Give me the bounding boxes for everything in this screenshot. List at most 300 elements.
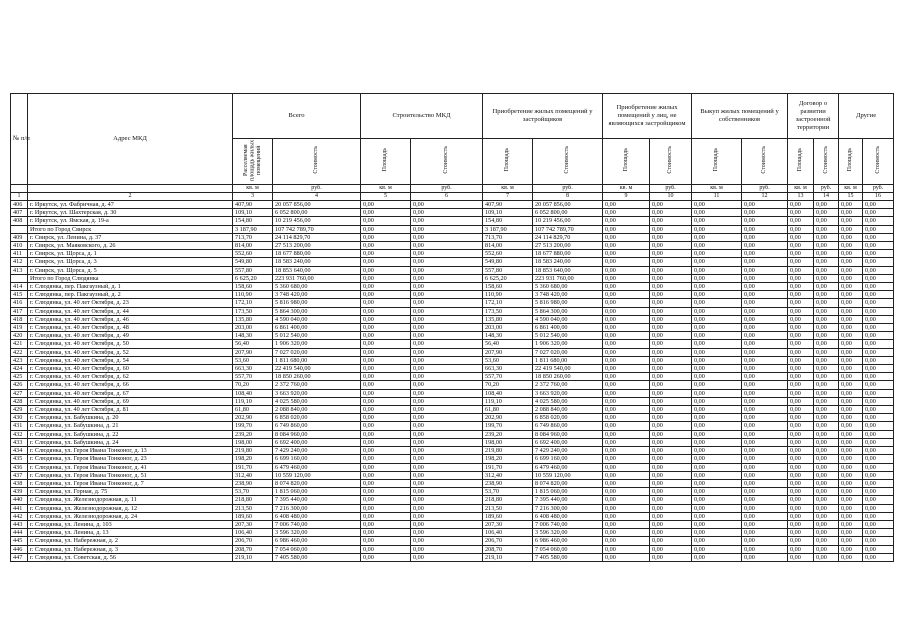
row-value-cell: 0,00 <box>650 373 692 381</box>
row-value-cell: 6 052 800,00 <box>533 209 603 217</box>
row-value-cell: 5 012 540,00 <box>533 332 603 340</box>
row-value-cell: 0,00 <box>361 520 411 528</box>
row-value-cell: 5 816 980,00 <box>533 299 603 307</box>
row-number: 437 <box>11 471 28 479</box>
row-value-cell: 0,00 <box>814 315 839 323</box>
unit-cell: руб. <box>533 185 603 193</box>
row-value-cell: 0,00 <box>650 356 692 364</box>
row-value-cell: 0,00 <box>814 225 839 233</box>
subheader-area: Площадь <box>788 139 814 185</box>
row-value-cell: 0,00 <box>411 406 483 414</box>
unit-cell: кв. м <box>603 185 650 193</box>
row-address: г. Слюдянка, ул. 40 лет Октября, д. 62 <box>28 373 233 381</box>
row-value-cell: 135,80 <box>483 315 533 323</box>
row-value-cell: 0,00 <box>814 356 839 364</box>
row-value-cell: 0,00 <box>692 471 742 479</box>
row-value-cell: 0,00 <box>814 512 839 520</box>
row-value-cell: 1 906 320,00 <box>273 340 361 348</box>
table-row <box>11 242 894 250</box>
row-value-cell: 7 006 740,00 <box>273 520 361 528</box>
row-value-cell: 109,10 <box>233 209 273 217</box>
row-value-cell: 207,90 <box>233 348 273 356</box>
row-value-cell: 0,00 <box>650 438 692 446</box>
row-number: 435 <box>11 455 28 463</box>
subheader-total-area: Расселяемая площадь жилых помещений <box>233 139 273 185</box>
row-value-cell: 0,00 <box>814 438 839 446</box>
row-value-cell: 0,00 <box>814 545 839 553</box>
row-value-cell: 407,90 <box>233 201 273 209</box>
row-value-cell: 18 583 240,00 <box>533 258 603 266</box>
row-value-cell: 0,00 <box>814 537 839 545</box>
row-number: 439 <box>11 488 28 496</box>
row-value-cell: 0,00 <box>650 332 692 340</box>
row-value-cell: 0,00 <box>863 397 894 405</box>
row-value-cell: 108,40 <box>483 389 533 397</box>
row-value-cell: 0,00 <box>650 397 692 405</box>
row-value-cell: 0,00 <box>839 225 863 233</box>
row-value-cell: 0,00 <box>411 225 483 233</box>
row-value-cell: 22 419 540,00 <box>533 365 603 373</box>
column-number-cell: 14 <box>814 193 839 201</box>
column-number-cell: 5 <box>361 193 411 201</box>
row-value-cell: 7 027 020,00 <box>273 348 361 356</box>
row-value-cell: 0,00 <box>411 258 483 266</box>
table-row <box>11 283 894 291</box>
row-value-cell: 218,80 <box>233 496 273 504</box>
row-address: г. Слюдянка, ул. 40 лет Октября, д. 66 <box>28 381 233 389</box>
unit-cell: кв. м <box>233 185 273 193</box>
row-value-cell: 0,00 <box>863 201 894 209</box>
row-value-cell: 110,90 <box>483 291 533 299</box>
row-value-cell: 5 360 680,00 <box>273 283 361 291</box>
row-number: 419 <box>11 324 28 332</box>
row-value-cell: 119,10 <box>483 397 533 405</box>
row-value-cell: 0,00 <box>603 340 650 348</box>
row-value-cell: 0,00 <box>692 529 742 537</box>
row-address: г. Иркутск, ул. Фабричная, д. 47 <box>28 201 233 209</box>
row-value-cell: 0,00 <box>788 438 814 446</box>
row-address: г. Слюдянка, пер. Пакгаузный, д. 2 <box>28 291 233 299</box>
row-value-cell: 0,00 <box>839 266 863 274</box>
row-value-cell: 0,00 <box>650 233 692 241</box>
row-number: 447 <box>11 553 28 561</box>
row-address: г. Слюдянка, ул. 40 лет Октября, д. 44 <box>28 307 233 315</box>
row-value-cell: 0,00 <box>788 447 814 455</box>
row-value-cell: 6 479 460,00 <box>533 463 603 471</box>
row-value-cell: 0,00 <box>814 217 839 225</box>
row-value-cell: 0,00 <box>603 307 650 315</box>
row-value-cell: 4 025 580,00 <box>533 397 603 405</box>
row-value-cell: 0,00 <box>603 422 650 430</box>
row-value-cell: 0,00 <box>411 356 483 364</box>
row-value-cell: 6 625,20 <box>233 274 273 282</box>
row-value-cell: 223 931 760,00 <box>533 274 603 282</box>
row-value-cell: 0,00 <box>863 340 894 348</box>
row-value-cell: 0,00 <box>692 315 742 323</box>
row-value-cell: 0,00 <box>650 455 692 463</box>
row-value-cell: 0,00 <box>742 512 788 520</box>
row-value-cell: 0,00 <box>814 381 839 389</box>
row-address: г. Слюдянка, ул. Набережная, д. 3 <box>28 545 233 553</box>
row-value-cell: 0,00 <box>863 406 894 414</box>
row-value-cell: 0,00 <box>839 315 863 323</box>
header-group-territory-contract: Договор о развитии застроенной территории <box>788 94 839 139</box>
row-value-cell: 552,60 <box>233 250 273 258</box>
row-value-cell: 0,00 <box>361 274 411 282</box>
row-value-cell: 0,00 <box>411 438 483 446</box>
row-value-cell: 0,00 <box>814 553 839 561</box>
row-value-cell: 0,00 <box>742 553 788 561</box>
row-value-cell: 0,00 <box>814 242 839 250</box>
row-value-cell: 0,00 <box>361 471 411 479</box>
row-value-cell: 3 187,90 <box>483 225 533 233</box>
row-value-cell: 0,00 <box>742 225 788 233</box>
row-value-cell: 223 931 760,00 <box>273 274 361 282</box>
row-value-cell: 0,00 <box>839 242 863 250</box>
row-value-cell: 53,60 <box>483 356 533 364</box>
table-row <box>11 332 894 340</box>
header-group-buyout: Выкуп жилых помещений у собственников <box>692 94 788 139</box>
header-group-total: Всего <box>233 94 361 139</box>
row-value-cell: 0,00 <box>788 225 814 233</box>
row-value-cell: 713,70 <box>233 233 273 241</box>
row-number: 416 <box>11 299 28 307</box>
row-value-cell: 0,00 <box>361 373 411 381</box>
row-value-cell: 0,00 <box>650 406 692 414</box>
row-value-cell: 0,00 <box>863 258 894 266</box>
row-value-cell: 0,00 <box>788 512 814 520</box>
row-value-cell: 7 054 060,00 <box>273 545 361 553</box>
row-value-cell: 0,00 <box>650 430 692 438</box>
row-value-cell: 0,00 <box>742 266 788 274</box>
row-value-cell: 2 372 760,00 <box>273 381 361 389</box>
row-value-cell: 0,00 <box>839 512 863 520</box>
row-value-cell: 0,00 <box>839 258 863 266</box>
row-value-cell: 0,00 <box>650 414 692 422</box>
row-value-cell: 0,00 <box>742 201 788 209</box>
row-value-cell: 238,90 <box>483 479 533 487</box>
row-value-cell: 0,00 <box>742 496 788 504</box>
row-value-cell: 6 408 480,00 <box>533 512 603 520</box>
row-number: 410 <box>11 242 28 250</box>
row-value-cell: 0,00 <box>863 479 894 487</box>
row-value-cell: 0,00 <box>692 209 742 217</box>
table-row <box>11 406 894 414</box>
row-value-cell: 0,00 <box>814 233 839 241</box>
row-value-cell: 0,00 <box>742 479 788 487</box>
unit-cell: кв. м <box>692 185 742 193</box>
row-number: 411 <box>11 250 28 258</box>
row-number: 444 <box>11 529 28 537</box>
table-row <box>11 201 894 209</box>
row-value-cell: 18 853 640,00 <box>533 266 603 274</box>
subheader-area: Площадь <box>692 139 742 185</box>
row-value-cell: 0,00 <box>839 479 863 487</box>
row-value-cell: 0,00 <box>650 299 692 307</box>
row-value-cell: 0,00 <box>692 274 742 282</box>
row-value-cell: 0,00 <box>692 307 742 315</box>
row-value-cell: 0,00 <box>603 365 650 373</box>
subheader-total-cost: Стоимость <box>273 139 361 185</box>
row-value-cell: 0,00 <box>839 233 863 241</box>
row-number: 417 <box>11 307 28 315</box>
row-value-cell: 0,00 <box>863 348 894 356</box>
total-row <box>11 274 894 282</box>
row-value-cell: 0,00 <box>650 365 692 373</box>
row-value-cell: 203,00 <box>233 324 273 332</box>
row-value-cell: 0,00 <box>839 274 863 282</box>
row-address: г. Иркутск, ул. Ямская, д. 19-а <box>28 217 233 225</box>
row-value-cell: 0,00 <box>742 209 788 217</box>
row-value-cell: 213,50 <box>233 504 273 512</box>
row-value-cell: 7 027 020,00 <box>533 348 603 356</box>
row-value-cell: 6 986 460,00 <box>533 537 603 545</box>
row-value-cell: 0,00 <box>788 217 814 225</box>
row-value-cell: 7 405 580,00 <box>533 553 603 561</box>
row-value-cell: 6 861 400,00 <box>533 324 603 332</box>
row-value-cell: 0,00 <box>361 324 411 332</box>
row-value-cell: 7 429 240,00 <box>533 447 603 455</box>
table-row <box>11 307 894 315</box>
row-value-cell: 0,00 <box>839 529 863 537</box>
row-value-cell: 0,00 <box>788 332 814 340</box>
row-value-cell: 0,00 <box>692 496 742 504</box>
row-value-cell: 0,00 <box>650 447 692 455</box>
row-value-cell: 154,80 <box>233 217 273 225</box>
row-value-cell: 0,00 <box>361 225 411 233</box>
row-value-cell: 0,00 <box>411 332 483 340</box>
row-value-cell: 0,00 <box>839 422 863 430</box>
row-value-cell: 0,00 <box>603 291 650 299</box>
row-address: г. Слюдянка, ул. Железнодорожная, д. 24 <box>28 512 233 520</box>
row-number: 446 <box>11 545 28 553</box>
row-number: 441 <box>11 504 28 512</box>
row-number: 420 <box>11 332 28 340</box>
row-value-cell: 0,00 <box>814 258 839 266</box>
row-value-cell: 154,80 <box>483 217 533 225</box>
subheader-cost: Стоимость <box>650 139 692 185</box>
row-value-cell: 1 815 060,00 <box>533 488 603 496</box>
row-value-cell: 0,00 <box>863 299 894 307</box>
row-value-cell: 206,70 <box>233 537 273 545</box>
row-value-cell: 0,00 <box>603 455 650 463</box>
row-value-cell: 0,00 <box>742 348 788 356</box>
row-value-cell: 0,00 <box>788 455 814 463</box>
row-address: г. Слюдянка, ул. Бабушкина, д. 24 <box>28 438 233 446</box>
row-value-cell: 213,50 <box>483 504 533 512</box>
row-address: г. Слюдянка, ул. Героя Ивана Тонконог, д. 41 <box>28 463 233 471</box>
row-value-cell: 0,00 <box>650 537 692 545</box>
row-value-cell: 0,00 <box>863 553 894 561</box>
row-value-cell: 0,00 <box>814 307 839 315</box>
row-value-cell: 27 513 200,00 <box>273 242 361 250</box>
row-address: г. Слюдянка, ул. 40 лет Октября, д. 50 <box>28 340 233 348</box>
row-value-cell: 0,00 <box>788 529 814 537</box>
row-value-cell: 0,00 <box>650 381 692 389</box>
row-value-cell: 0,00 <box>814 274 839 282</box>
row-value-cell: 173,50 <box>483 307 533 315</box>
row-value-cell: 0,00 <box>692 479 742 487</box>
row-number: 407 <box>11 209 28 217</box>
row-value-cell: 0,00 <box>742 537 788 545</box>
row-value-cell: 24 114 829,70 <box>533 233 603 241</box>
row-value-cell: 0,00 <box>650 512 692 520</box>
row-address: г. Слюдянка, ул. 40 лет Октября, д. 69 <box>28 397 233 405</box>
column-number-cell: 7 <box>483 193 533 201</box>
row-value-cell: 189,60 <box>483 512 533 520</box>
row-value-cell: 0,00 <box>361 430 411 438</box>
row-value-cell: 0,00 <box>742 545 788 553</box>
row-value-cell: 198,00 <box>483 438 533 446</box>
table-row <box>11 438 894 446</box>
row-value-cell: 0,00 <box>692 266 742 274</box>
table-row <box>11 217 894 225</box>
row-value-cell: 0,00 <box>411 291 483 299</box>
table-row <box>11 315 894 323</box>
row-value-cell: 0,00 <box>788 381 814 389</box>
registry-document <box>10 93 893 562</box>
row-value-cell: 6 692 400,00 <box>273 438 361 446</box>
row-value-cell: 8 074 820,00 <box>273 479 361 487</box>
row-value-cell: 0,00 <box>603 512 650 520</box>
table-row <box>11 430 894 438</box>
row-value-cell: 199,70 <box>483 422 533 430</box>
header-col-address: Адрес МКД <box>28 94 233 185</box>
row-value-cell: 0,00 <box>650 209 692 217</box>
row-value-cell: 814,00 <box>233 242 273 250</box>
row-value-cell: 0,00 <box>863 414 894 422</box>
unit-cell <box>11 185 28 193</box>
row-value-cell: 0,00 <box>411 250 483 258</box>
row-value-cell: 407,90 <box>483 201 533 209</box>
row-value-cell: 0,00 <box>692 291 742 299</box>
row-value-cell: 0,00 <box>603 274 650 282</box>
row-value-cell: 0,00 <box>361 217 411 225</box>
row-value-cell: 0,00 <box>863 488 894 496</box>
row-value-cell: 0,00 <box>361 258 411 266</box>
row-value-cell: 3 663 920,00 <box>533 389 603 397</box>
row-value-cell: 0,00 <box>692 447 742 455</box>
row-value-cell: 0,00 <box>361 233 411 241</box>
row-value-cell: 0,00 <box>603 389 650 397</box>
row-address: г. Слюдянка, пер. Пакгаузный, д. 1 <box>28 283 233 291</box>
column-number-cell: 15 <box>839 193 863 201</box>
header-col-no: № п/п <box>11 94 28 185</box>
row-number: 418 <box>11 315 28 323</box>
row-value-cell: 0,00 <box>863 324 894 332</box>
table-row <box>11 356 894 364</box>
row-value-cell: 0,00 <box>650 348 692 356</box>
row-value-cell: 0,00 <box>603 537 650 545</box>
subheader-area: Площадь <box>603 139 650 185</box>
header-group-other: Другие <box>839 94 894 139</box>
row-value-cell: 61,80 <box>483 406 533 414</box>
row-value-cell: 0,00 <box>361 332 411 340</box>
row-value-cell: 0,00 <box>839 340 863 348</box>
row-value-cell: 0,00 <box>361 537 411 545</box>
row-value-cell: 0,00 <box>742 389 788 397</box>
row-value-cell: 0,00 <box>839 324 863 332</box>
row-value-cell: 207,90 <box>483 348 533 356</box>
row-value-cell: 0,00 <box>692 414 742 422</box>
row-value-cell: 0,00 <box>742 504 788 512</box>
row-number: 432 <box>11 430 28 438</box>
row-value-cell: 0,00 <box>411 414 483 422</box>
row-value-cell: 0,00 <box>603 520 650 528</box>
row-value-cell: 6 479 460,00 <box>273 463 361 471</box>
row-value-cell: 0,00 <box>863 233 894 241</box>
table-body <box>11 201 894 562</box>
row-value-cell: 6 749 860,00 <box>273 422 361 430</box>
row-value-cell: 0,00 <box>863 520 894 528</box>
row-value-cell: 0,00 <box>603 348 650 356</box>
row-number: 428 <box>11 397 28 405</box>
unit-cell: руб. <box>650 185 692 193</box>
row-value-cell: 3 748 420,00 <box>273 291 361 299</box>
row-address: г. Слюдянка, ул. 40 лет Октября, д. 49 <box>28 332 233 340</box>
row-value-cell: 18 853 640,00 <box>273 266 361 274</box>
row-value-cell: 0,00 <box>692 397 742 405</box>
column-number-cell: 3 <box>233 193 273 201</box>
row-address: г. Слюдянка, ул. 40 лет Октября, д. 67 <box>28 389 233 397</box>
row-value-cell: 0,00 <box>863 356 894 364</box>
row-address: Итого по Город Свирск <box>28 225 233 233</box>
row-value-cell: 0,00 <box>692 348 742 356</box>
row-value-cell: 0,00 <box>692 356 742 364</box>
row-value-cell: 0,00 <box>361 455 411 463</box>
row-value-cell: 0,00 <box>603 258 650 266</box>
row-value-cell: 0,00 <box>603 397 650 405</box>
row-value-cell: 0,00 <box>742 455 788 463</box>
row-number: 409 <box>11 233 28 241</box>
row-address: г. Слюдянка, ул. Железнодорожная, д. 11 <box>28 496 233 504</box>
row-number: 430 <box>11 414 28 422</box>
row-number: 422 <box>11 348 28 356</box>
row-address: г. Слюдянка, ул. Бабушкина, д. 22 <box>28 430 233 438</box>
row-value-cell: 0,00 <box>814 324 839 332</box>
table-row <box>11 504 894 512</box>
row-value-cell: 202,90 <box>233 414 273 422</box>
subheader-cost: Стоимость <box>863 139 894 185</box>
row-number: 433 <box>11 438 28 446</box>
row-value-cell: 0,00 <box>650 488 692 496</box>
row-value-cell: 56,40 <box>233 340 273 348</box>
row-address: г. Слюдянка, ул. Героя Ивана Тонконог, д. 51 <box>28 471 233 479</box>
row-number: 442 <box>11 512 28 520</box>
row-value-cell: 0,00 <box>788 430 814 438</box>
row-value-cell: 0,00 <box>361 545 411 553</box>
row-value-cell: 0,00 <box>692 438 742 446</box>
row-value-cell: 557,70 <box>233 373 273 381</box>
row-value-cell: 0,00 <box>603 529 650 537</box>
row-value-cell: 0,00 <box>650 315 692 323</box>
row-address: г. Слюдянка, ул. 40 лет Октября, д. 81 <box>28 406 233 414</box>
row-value-cell: 5 864 300,00 <box>273 307 361 315</box>
row-value-cell: 10 559 120,00 <box>533 471 603 479</box>
row-value-cell: 0,00 <box>411 381 483 389</box>
table-row <box>11 414 894 422</box>
row-value-cell: 0,00 <box>814 266 839 274</box>
row-value-cell: 0,00 <box>788 274 814 282</box>
row-value-cell: 0,00 <box>863 381 894 389</box>
row-value-cell: 0,00 <box>814 373 839 381</box>
row-value-cell: 53,60 <box>233 356 273 364</box>
row-value-cell: 0,00 <box>603 496 650 504</box>
row-value-cell: 0,00 <box>814 209 839 217</box>
table-row <box>11 512 894 520</box>
row-value-cell: 0,00 <box>603 209 650 217</box>
row-value-cell: 0,00 <box>814 201 839 209</box>
